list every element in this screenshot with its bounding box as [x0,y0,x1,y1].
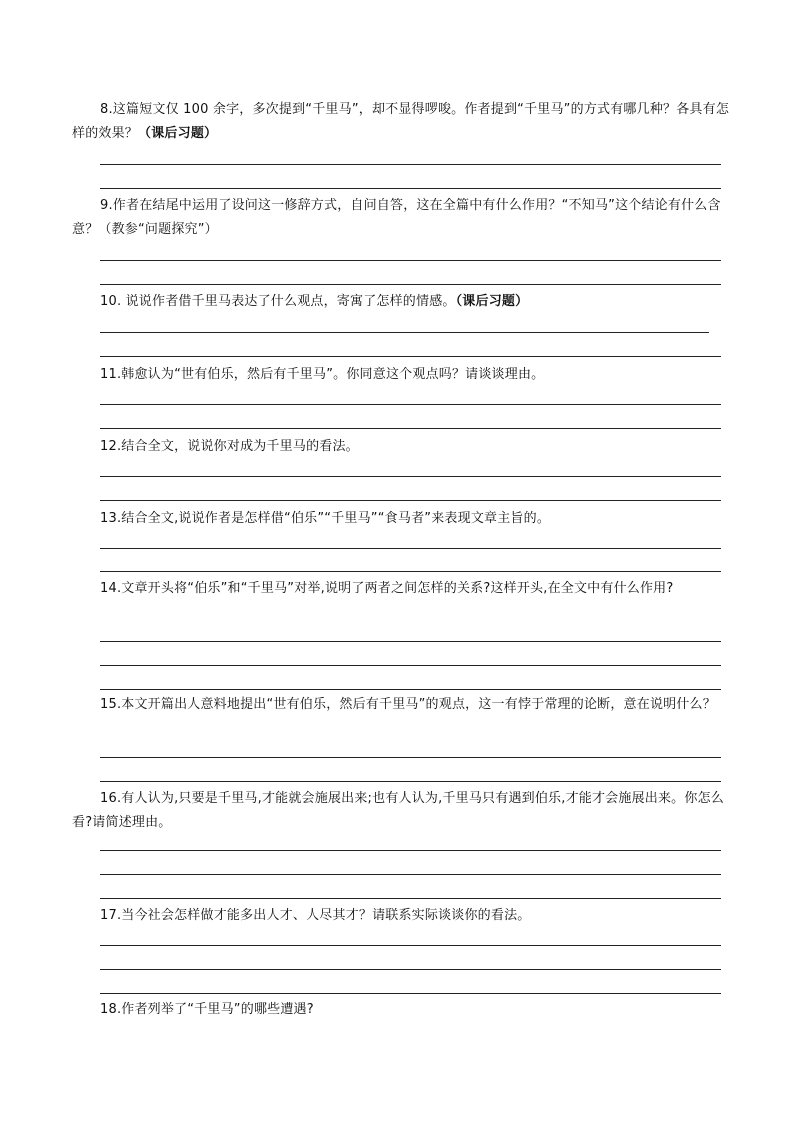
answer-line[interactable] [100,404,721,405]
answer-line[interactable] [100,571,721,572]
answer-line[interactable] [100,757,721,758]
answer-line[interactable] [100,356,721,357]
question-18 [72,998,732,1022]
answer-line[interactable] [100,665,721,666]
question-8-text: 8.这篇短文仅 100 余字，多次提到“千里马”，却不显得啰唆。作者提到“千里马”的方式有哪几种？各具有怎样的效果？ [72,102,730,141]
answer-line[interactable] [100,993,721,994]
question-11 [72,363,732,387]
question-15 [72,693,732,717]
question-17 [72,904,732,928]
question-9 [72,194,732,242]
question-16-text: 16.有人认为,只要是千里马,才能就会施展出来;也有人认为,千里马只有遇到伯乐,才能才会施展出来。你怎么看?请简述理由。 [72,791,724,830]
question-8-tag: （课后习题） [138,126,218,141]
answer-line[interactable] [100,969,721,970]
answer-line[interactable] [100,476,721,477]
answer-line[interactable] [100,850,721,851]
answer-line[interactable] [100,428,721,429]
question-12 [72,435,732,459]
answer-line[interactable] [100,874,721,875]
question-10-text: 10. 说说作者借千里马表达了什么观点，寄寓了怎样的情感。 [100,294,456,309]
answer-line[interactable] [100,641,721,642]
answer-line[interactable] [100,689,721,690]
answer-line[interactable] [100,188,721,189]
question-11-text: 11.韩愈认为“世有伯乐，然后有千里马”。你同意这个观点吗？请谈谈理由。 [100,367,545,382]
answer-line[interactable] [100,500,721,501]
question-15-text: 15.本文开篇出人意料地提出“世有伯乐，然后有千里马”的观点，这一有悖于常理的论断，意在说明什么？ [100,697,716,712]
answer-line[interactable] [100,945,721,946]
question-18-text: 18.作者列举了“千里马”的哪些遭遇? [100,1002,314,1017]
question-12-text: 12.结合全文，说说你对成为千里马的看法。 [100,439,359,454]
question-8 [72,98,732,146]
question-17-text: 17.当今社会怎样做才能多出人才、人尽其才？请联系实际谈谈你的看法。 [100,908,531,923]
question-10 [72,290,732,314]
answer-line[interactable] [100,332,709,333]
answer-line[interactable] [100,164,721,165]
question-10-tag: （课后习题） [455,294,529,309]
answer-line[interactable] [100,284,721,285]
question-13 [72,507,732,531]
answer-line[interactable] [100,781,721,782]
question-9-text: 9.作者在结尾中运用了设问这一修辞方式，自问自答，这在全篇中有什么作用？“不知马”这个结论有什么含意？（教参“问题探究”） [72,198,721,237]
question-13-text: 13.结合全文,说说作者是怎样借“伯乐”“千里马”“食马者”来表现文章主旨的。 [100,511,551,526]
answer-line[interactable] [100,898,721,899]
question-16 [72,787,732,835]
answer-line[interactable] [100,260,721,261]
question-14 [72,577,732,601]
answer-line[interactable] [100,548,721,549]
question-14-text: 14.文章开头将“伯乐”和“千里马”对举,说明了两者之间怎样的关系?这样开头,在全文中有什么作用? [100,581,674,596]
